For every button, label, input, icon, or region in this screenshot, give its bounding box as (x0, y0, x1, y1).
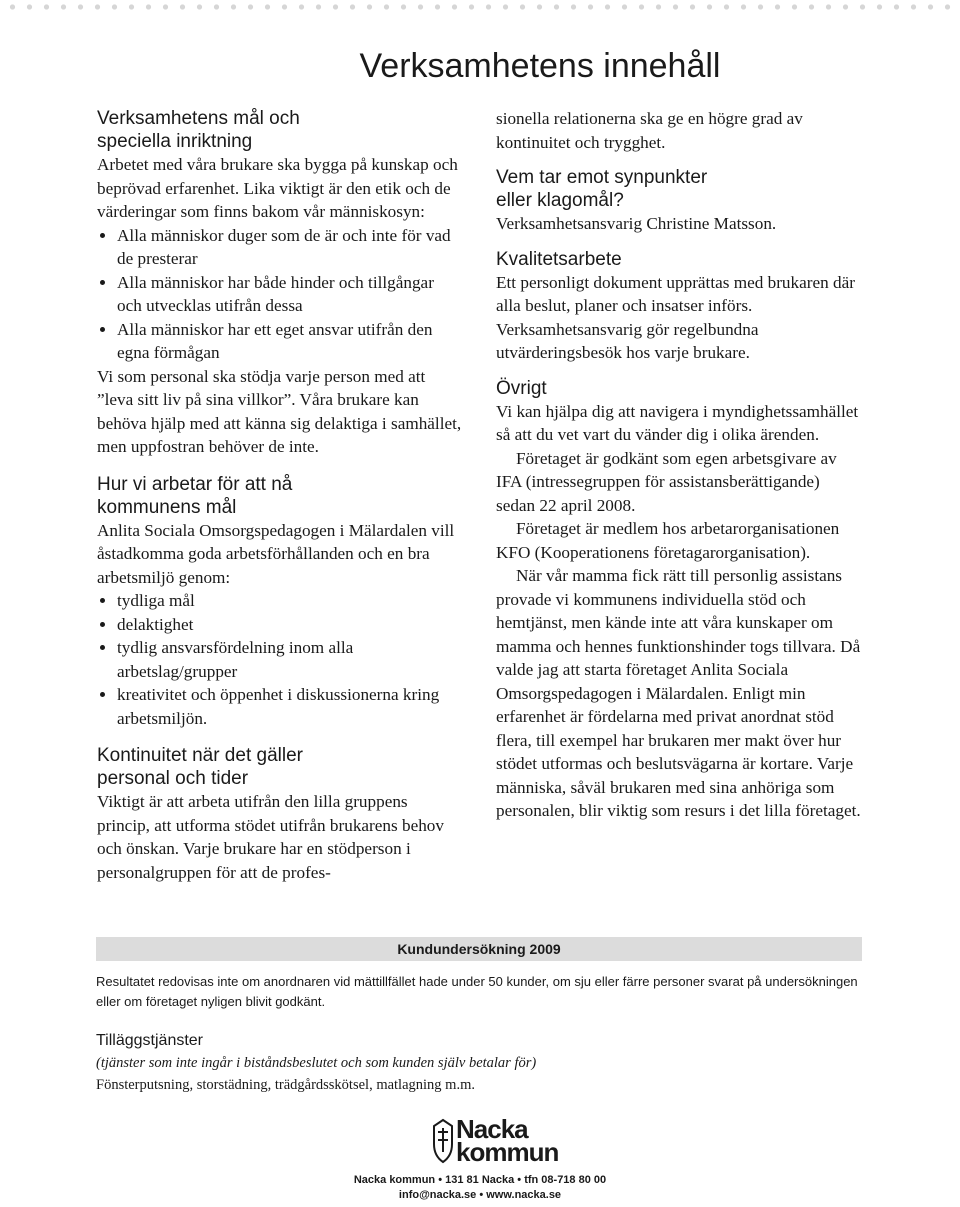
dotted-top-border (0, 0, 960, 14)
list-item: Alla människor har både hinder och tillgångar och utvecklas utifrån dessa (97, 271, 462, 318)
values-list (97, 224, 462, 365)
section-heading-mal (97, 107, 462, 153)
list-item: tydlig ansvarsfördelning inom alla arbetslag/grupper (97, 636, 462, 683)
heading-line: Vem tar emot synpunkter (496, 167, 708, 188)
footer-address: Nacka kommun • 131 81 Nacka • tfn 08-718 80 00 (353, 1174, 607, 1186)
list-item: delaktighet (97, 613, 462, 637)
section-heading-kontinuitet (97, 744, 462, 790)
survey-text: Resultatet redovisas inte om anordnaren vid mättillfället hade under 50 kunder, om sju eller färre personer svarat på undersökningen eller om företaget nyligen blivit godkänt. (96, 974, 858, 1009)
work-environment-list (97, 589, 462, 730)
extra-services (96, 1030, 862, 1096)
right-column (496, 107, 862, 823)
extra-services-subtitle: (tjänster som inte ingår i biståndsbeslutet och som kunden själv betalar för) (96, 1055, 537, 1071)
paragraph: Arbetet med våra brukare ska bygga på kunskap och beprövad erfarenhet. Lika viktigt är den etik och de värderingar som finns bakom vår människosyn: (97, 155, 458, 221)
paragraph: sionella relationerna ska ge en högre grad av kontinuitet och trygghet. (496, 109, 803, 152)
survey-heading: Kundundersökning 2009 (96, 937, 862, 961)
list-item: Alla människor har ett eget ansvar utifrån den egna förmågan (97, 318, 462, 365)
list-item: kreativitet och öppenhet i diskussionerna kring arbetsmiljön. (97, 683, 462, 730)
list-item: Alla människor duger som de är och inte för vad de presterar (97, 224, 462, 271)
paragraph: Företaget är medlem hos arbetarorganisationen KFO (Kooperationens företagarorganisation). (496, 519, 840, 562)
paragraph: Ett personligt dokument upprättas med brukaren där alla beslut, planer och insatser införs. Verksamhetsansvarig gör regelbundna utvärderingsbesök hos varje brukare. (496, 272, 855, 362)
heading-line: eller klagomål? (496, 190, 624, 211)
nacka-logo (432, 1114, 559, 1167)
list-item: tydliga mål (97, 589, 462, 613)
crest-icon (432, 1118, 454, 1164)
page-title: Verksamhetens innehåll (359, 46, 721, 85)
paragraph: Anlita Sociala Omsorgspedagogen i Mälardalen vill åstadkomma goda arbetsförhållanden och en bra arbetsmiljö genom: (97, 520, 455, 587)
paragraph: Verksamhetsansvarig Christine Matsson. (496, 214, 777, 233)
logo-wordmark (456, 1114, 559, 1167)
paragraph: Företaget är godkänt som egen arbetsgivare av IFA (intressegruppen för assistansberättigande) sedan 22 april 2008. (496, 448, 837, 515)
paragraph: Vi som personal ska stödja varje person med att ”leva sitt liv på sina villkor”. Våra brukare kan behöva hjälp med att känna sig delaktiga i samhället, men uppfostran behöver de inte. (97, 366, 462, 456)
logo-line: kommun (456, 1137, 559, 1167)
paragraph: När vår mamma fick rätt till personlig assistans provade vi kommunens individuella stöd och hemtjänst, men kände inte att våra kunskaper om mamma och hennes funktionshinder togs tillvara. Då valde jag att starta företaget Anlita Sociala Omsorgspedagogen i Mälardalen. Enligt min erfarenhet är fördelarna med privat anordnat stöd flera, till exempel har brukaren mer makt över hur stödet utformas och beslutsvägarna är kortare. Varje människa, såväl brukaren med sina anhöriga som personalen, blir viktig som resurs i det lilla företaget. (496, 566, 861, 820)
footer-contact: info@nacka.se • www.nacka.se (398, 1189, 562, 1201)
heading-line: kommunens mål (97, 496, 237, 518)
heading-line: speciella inriktning (97, 131, 253, 152)
heading-line: Verksamhetens mål och (97, 108, 300, 129)
section-heading-ovrigt: Övrigt (496, 377, 547, 399)
heading-line: Hur vi arbetar för att nå (97, 473, 293, 495)
paragraph: Viktigt är att arbeta utifrån den lilla gruppens princip, att utforma stödet utifrån brukarens behov och önskan. Varje brukare har en stödperson i personalgruppen för att de profes- (97, 792, 444, 882)
paragraph: Vi kan hjälpa dig att navigera i myndighetssamhället så att du vet vart du vänder dig i olika ärenden. (496, 401, 859, 444)
left-column (97, 107, 462, 884)
extra-services-title: Tilläggstjänster (96, 1032, 204, 1049)
heading-line: personal och tider (97, 768, 249, 789)
logo-line: Nacka (456, 1114, 528, 1144)
extra-services-body: Fönsterputsning, storstädning, trädgårdsskötsel, matlagning m.m. (96, 1077, 475, 1093)
section-heading-arbetar (97, 473, 462, 519)
heading-line: Kontinuitet när det gäller (97, 745, 303, 766)
section-heading-synpunkter (496, 166, 862, 212)
section-heading-kvalitet: Kvalitetsarbete (496, 248, 622, 270)
